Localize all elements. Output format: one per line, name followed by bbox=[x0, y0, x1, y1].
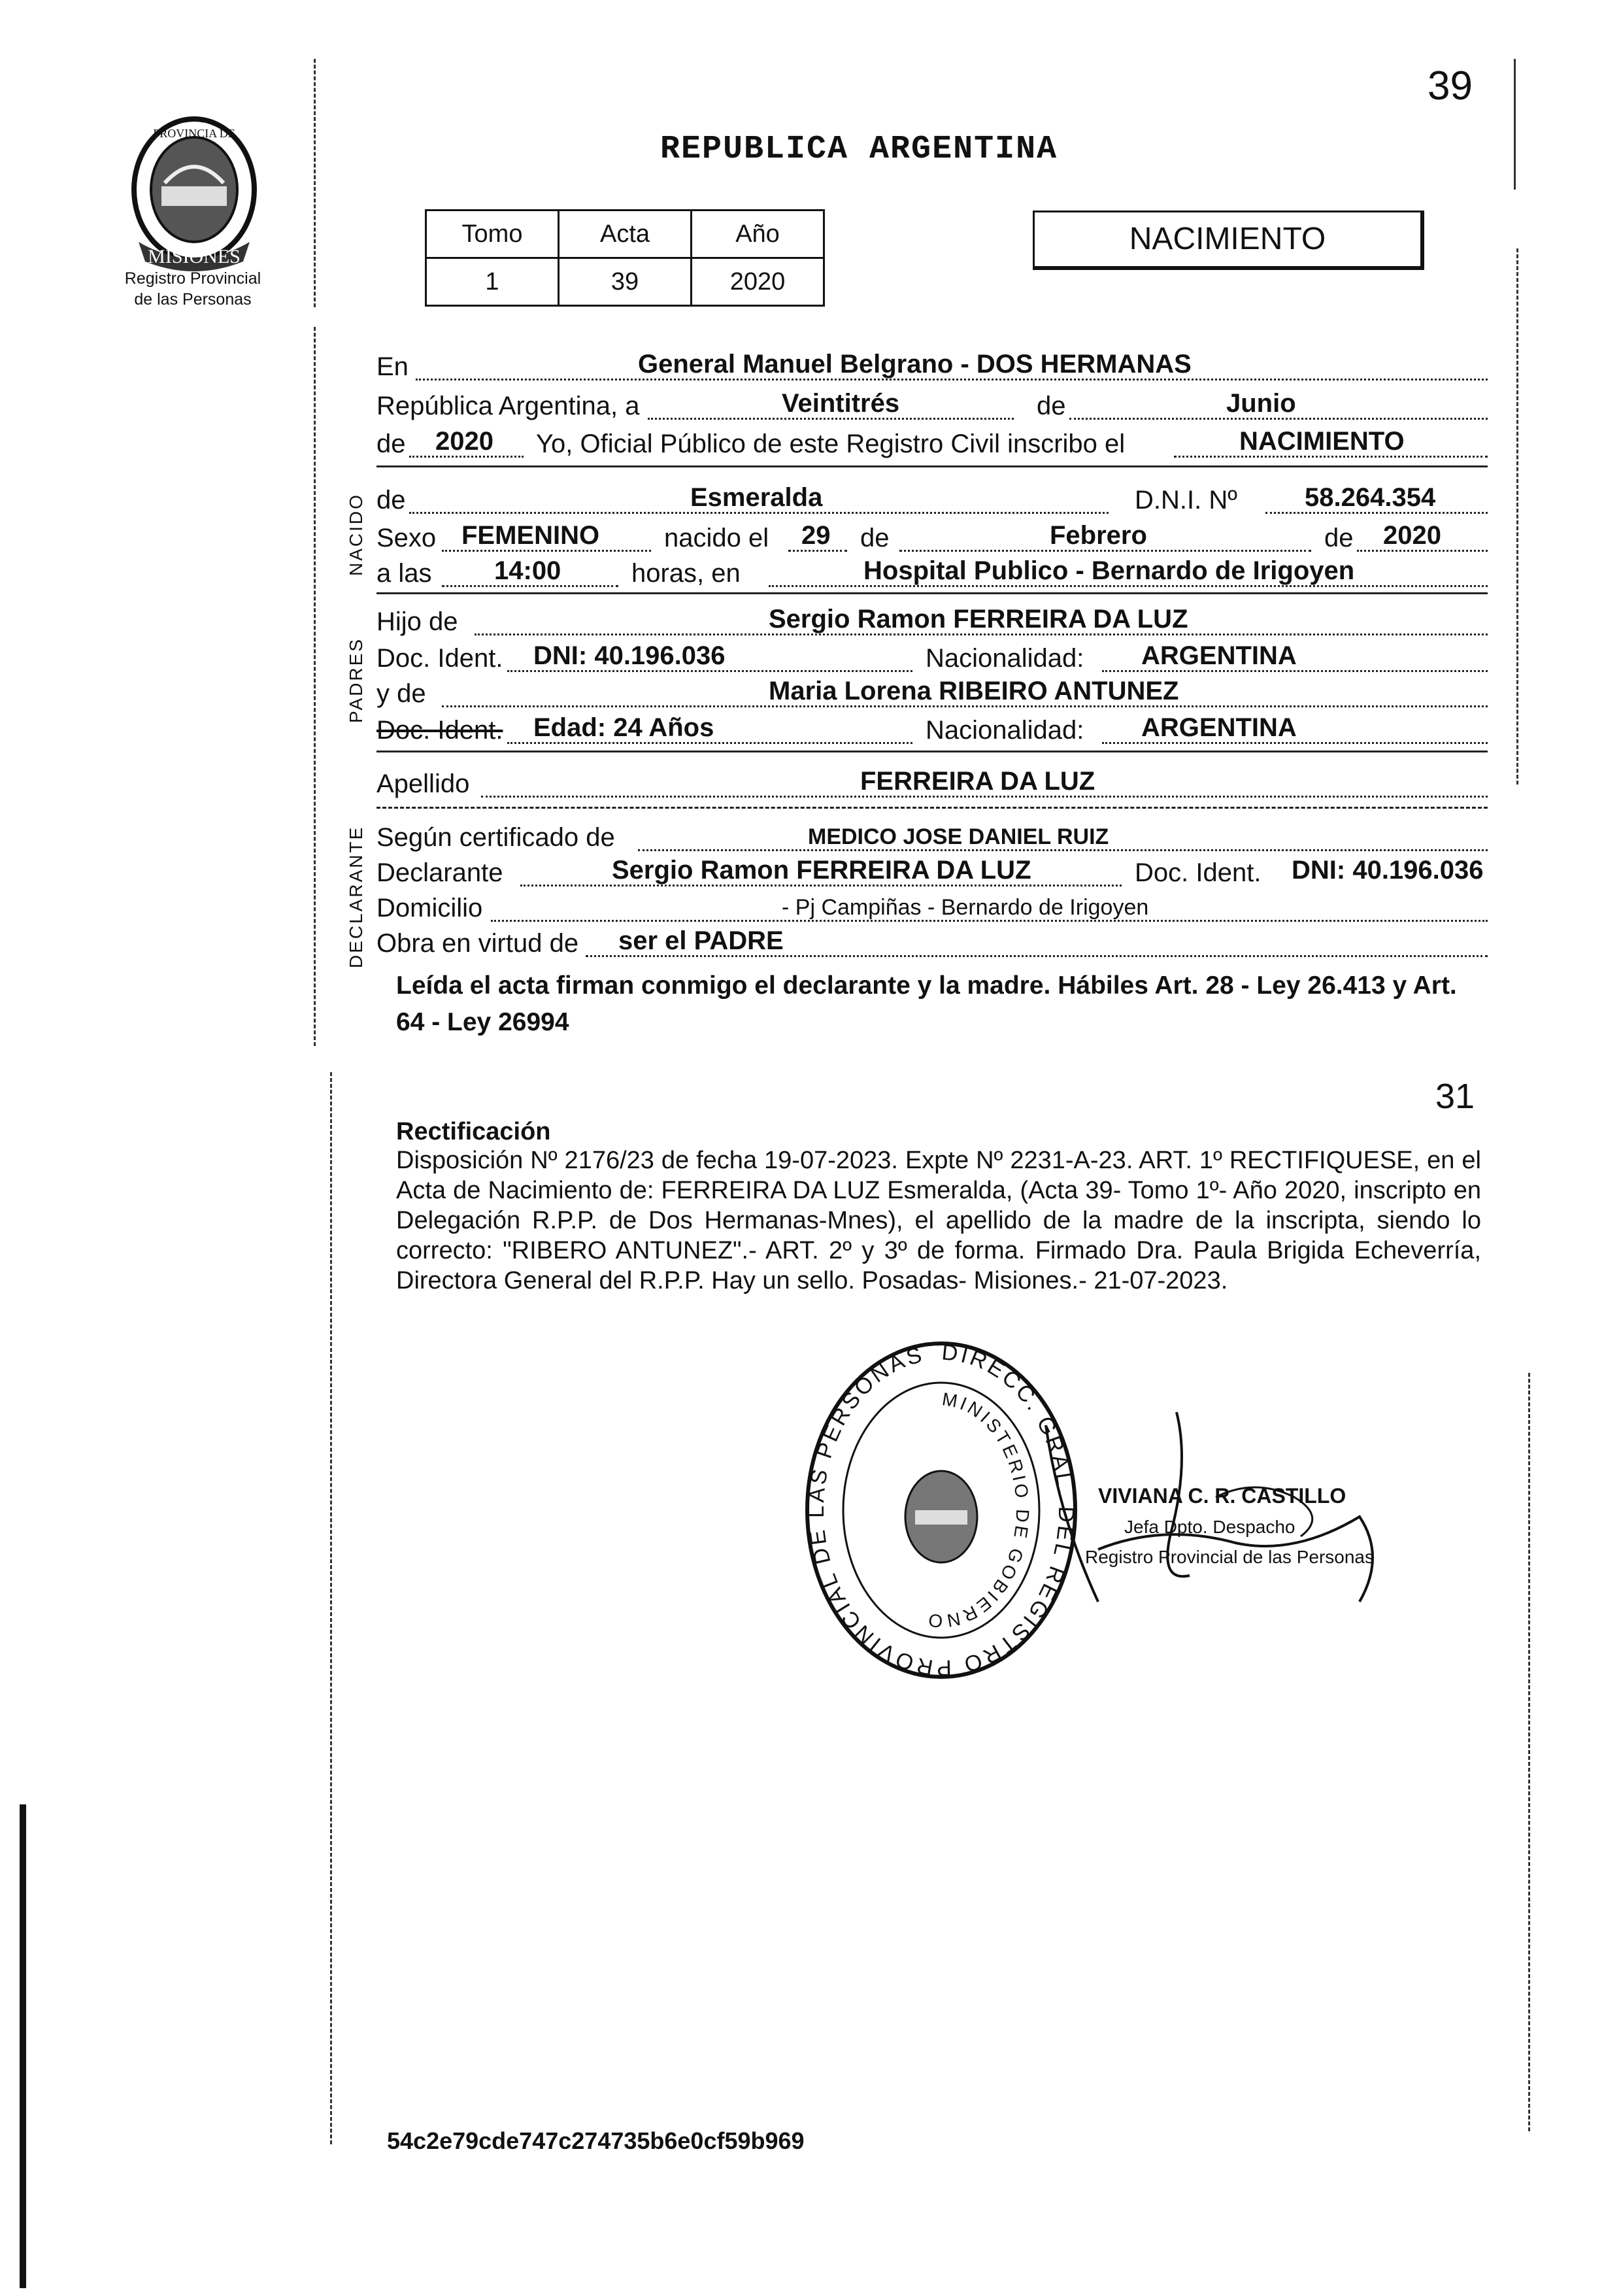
name-value: Esmeralda bbox=[690, 483, 823, 512]
signature-org: Registro Provincial de las Personas bbox=[1085, 1547, 1374, 1567]
acts-value: ser el PADRE bbox=[618, 926, 784, 955]
stamp-outer-text: DIRECC. GRAL. DEL REGISTRO PROVINCIAL DE LAS PERSONAS bbox=[803, 1340, 1079, 1681]
side-label-declarant: DECLARANTE bbox=[346, 825, 366, 968]
dni-value: 58.264.354 bbox=[1305, 483, 1436, 512]
father-nat-label: Nacionalidad: bbox=[926, 644, 1084, 673]
scan-edge-mark bbox=[20, 1804, 26, 2288]
time-label: a las bbox=[376, 559, 432, 588]
form-line-year bbox=[376, 424, 1488, 463]
seal-bottom-text: MISIONES bbox=[148, 246, 241, 267]
seal-caption bbox=[92, 268, 294, 310]
surname-label: Apellido bbox=[376, 769, 470, 798]
mother-doc-label: Doc. Ident. bbox=[376, 716, 503, 745]
surname-value: FERREIRA DA LUZ bbox=[860, 767, 1095, 796]
table-header-row bbox=[426, 211, 824, 258]
form-line-sex bbox=[376, 518, 1488, 557]
record-value: NACIMIENTO bbox=[1239, 427, 1405, 456]
form-line-name bbox=[376, 480, 1488, 519]
table-value-row bbox=[426, 258, 824, 306]
father-nat-value: ARGENTINA bbox=[1141, 641, 1297, 670]
form-line-acts bbox=[376, 923, 1488, 962]
father-doc-label: Doc. Ident. bbox=[376, 644, 503, 673]
value-ano: 2020 bbox=[692, 258, 824, 306]
place-label: En bbox=[376, 352, 409, 381]
stamp-inner-text: MINISTERIO DE GOBIERNO bbox=[924, 1389, 1033, 1632]
rectification-number: 31 bbox=[1435, 1077, 1475, 1116]
rectification-text: Disposición Nº 2176/23 de fecha 19-07-2023. Expte Nº 2231-A-23. ART. 1º RECTIFIQUESE, en el Acta de Nacimiento de: FERREIRA DA LUZ Esmeralda, (Acta 39- Tomo 1º- Año 2020, inscripto en Delegación R.P.P. de Dos Hermanas-Mnes), el apellido de la madre de la inscripta, siendo lo correcto: "RIBERO ANTUNEZ".- ART. 2º y 3º de forma. Firmado Dra. Paula Brigida Echeverría, Directora General del R.P.P. Hay un sello. Posadas- Misiones.- 21-07-2023. bbox=[396, 1147, 1481, 1294]
acts-label: Obra en virtud de bbox=[376, 929, 579, 958]
form-line-certificate bbox=[376, 817, 1488, 856]
hours-label: horas, en bbox=[631, 559, 741, 588]
rectification-title: Rectificación bbox=[396, 1118, 551, 1145]
born-label: nacido el bbox=[664, 524, 769, 552]
form-line-mother bbox=[376, 673, 1488, 713]
margin-line bbox=[314, 327, 316, 1046]
right-margin-line bbox=[1514, 59, 1516, 190]
year-label: de bbox=[376, 430, 406, 458]
born-day: 29 bbox=[801, 521, 831, 550]
mother-nat-value: ARGENTINA bbox=[1141, 713, 1297, 742]
form-line-declarant bbox=[376, 853, 1488, 892]
document-hash: 54c2e79cde747c274735b6e0cf59b969 bbox=[387, 2127, 805, 2154]
side-label-born: NACIDO bbox=[346, 493, 366, 576]
dni-label: D.N.I. Nº bbox=[1135, 486, 1237, 515]
right-margin-line bbox=[1516, 248, 1518, 785]
header-tomo: Tomo bbox=[426, 211, 559, 258]
day-value: Veintitrés bbox=[782, 389, 900, 418]
certificate-label: Según certificado de bbox=[376, 823, 615, 852]
seal-caption-line1: Registro Provincial bbox=[124, 269, 261, 288]
stamp-emblem-icon bbox=[905, 1471, 977, 1562]
form-line-domicile bbox=[376, 888, 1488, 927]
mother-label: y de bbox=[376, 679, 426, 708]
side-label-parents: PADRES bbox=[346, 637, 366, 723]
month-value: Junio bbox=[1226, 389, 1296, 418]
month-label: de bbox=[1037, 392, 1066, 420]
form-line-time bbox=[376, 553, 1488, 592]
mother-doc-value: Edad: 24 Años bbox=[533, 713, 714, 742]
signature-role: Jefa Dpto. Despacho bbox=[1124, 1517, 1295, 1537]
declarant-value: Sergio Ramon FERREIRA DA LUZ bbox=[612, 856, 1031, 885]
seal-ring-text: PROVINCIA DE bbox=[153, 127, 235, 140]
registration-table bbox=[425, 209, 825, 307]
sex-value: FEMENINO bbox=[461, 521, 600, 550]
closing-note: Leída el acta firman conmigo el declarante y la madre. Hábiles Art. 28 - Ley 26.413 y Art. 64 - Ley 26994 bbox=[396, 971, 1457, 1036]
born-month-label: de bbox=[860, 524, 890, 552]
signature-name: VIVIANA C. R. CASTILLO bbox=[1098, 1484, 1346, 1508]
header-acta: Acta bbox=[559, 211, 692, 258]
form-line-mother-doc bbox=[376, 710, 1488, 749]
father-doc-value: DNI: 40.196.036 bbox=[533, 641, 726, 670]
date-label: República Argentina, a bbox=[376, 392, 640, 420]
registry-seal-logo bbox=[112, 111, 276, 275]
official-text: Yo, Oficial Público de este Registro Civil inscribo el bbox=[536, 430, 1126, 458]
father-label: Hijo de bbox=[376, 607, 458, 636]
right-margin-line bbox=[1528, 1373, 1530, 2131]
margin-line bbox=[330, 1072, 332, 2144]
domicile-value: - Pj Campiñas - Bernardo de Irigoyen bbox=[782, 895, 1149, 920]
page-number: 39 bbox=[1428, 63, 1473, 109]
declarant-doc-value: DNI: 40.196.036 bbox=[1292, 856, 1484, 885]
form-line-father-doc bbox=[376, 638, 1488, 677]
time-value: 14:00 bbox=[494, 556, 561, 585]
section-divider bbox=[376, 465, 1488, 467]
margin-line bbox=[314, 59, 316, 307]
form-line-father bbox=[376, 601, 1488, 641]
seal-caption-line2: de las Personas bbox=[134, 290, 252, 309]
year-value: 2020 bbox=[435, 427, 493, 456]
born-year-label: de bbox=[1324, 524, 1354, 552]
form-line-date bbox=[376, 386, 1488, 425]
birthplace-value: Hospital Publico - Bernardo de Irigoyen bbox=[863, 556, 1355, 585]
place-value: General Manuel Belgrano - DOS HERMANAS bbox=[638, 350, 1192, 379]
domicile-label: Domicilio bbox=[376, 894, 483, 922]
country-title: REPUBLICA ARGENTINA bbox=[660, 131, 1058, 168]
header-ano: Año bbox=[692, 211, 824, 258]
value-acta: 39 bbox=[559, 258, 692, 306]
certificate-value: MEDICO JOSE DANIEL RUIZ bbox=[808, 824, 1109, 849]
name-label: de bbox=[376, 486, 406, 515]
section-divider bbox=[376, 592, 1488, 594]
declarant-doc-label: Doc. Ident. bbox=[1135, 858, 1262, 887]
value-tomo: 1 bbox=[426, 258, 559, 306]
born-year: 2020 bbox=[1383, 521, 1441, 550]
born-month: Febrero bbox=[1050, 521, 1147, 550]
declarant-label: Declarante bbox=[376, 858, 503, 887]
form-line-surname bbox=[376, 764, 1488, 803]
mother-value: Maria Lorena RIBEIRO ANTUNEZ bbox=[769, 677, 1179, 705]
sex-label: Sexo bbox=[376, 524, 437, 552]
father-value: Sergio Ramon FERREIRA DA LUZ bbox=[769, 605, 1188, 633]
form-line-place bbox=[376, 346, 1488, 386]
section-divider bbox=[376, 751, 1488, 752]
section-divider bbox=[376, 807, 1488, 809]
record-type-box: NACIMIENTO bbox=[1033, 211, 1424, 270]
mother-nat-label: Nacionalidad: bbox=[926, 716, 1084, 745]
